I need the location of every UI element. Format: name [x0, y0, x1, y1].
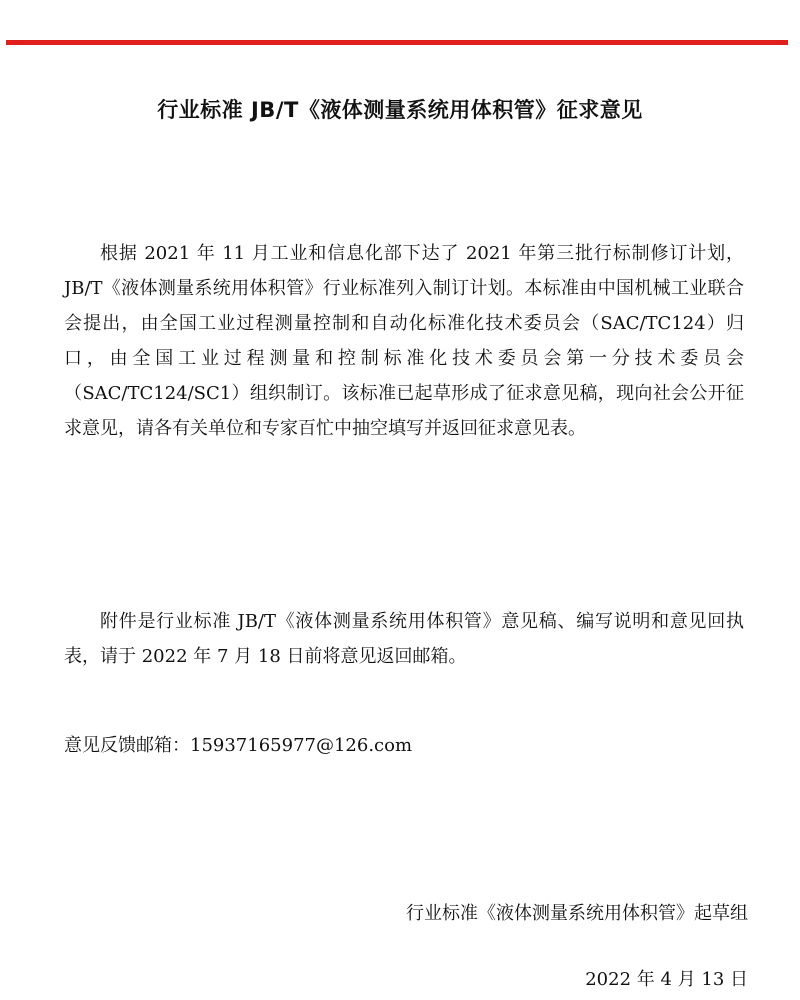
email-address: 15937165977@126.com — [190, 735, 413, 756]
document-date: 2022 年 4 月 13 日 — [585, 969, 748, 990]
drafting-group-signature: 行业标准《液体测量系统用体积管》起草组 — [406, 903, 748, 924]
header-red-rule — [6, 40, 788, 45]
document-title: 行业标准 JB/T《液体测量系统用体积管》征求意见 — [157, 98, 643, 122]
body-paragraph-2: 附件是行业标准 JB/T《液体测量系统用体积管》意见稿、编写说明和意见回执表，请于 2022 年 7 月 18 日前将意见返回邮箱。 — [64, 611, 744, 667]
body-paragraph-1: 根据 2021 年 11 月工业和信息化部下达了 2021 年第三批行标制修订计划，JB/T《液体测量系统用体积管》行业标准列入制订计划。本标准由中国机械工业联合会提出，由全国工业过程测量控制和自动化标准化技术委员会（SAC/TC124）归口，由全国工业过程测量和控制标准化技术委员会第一分技术委员会（SAC/TC124/SC1）组织制订。该标准已起草形成了征求意见稿，现向社会公开征求意见，请各有关单位和专家百忙中抽空填写并返回征求意见表。 — [64, 243, 744, 439]
email-label: 意见反馈邮箱： — [64, 735, 190, 756]
contact-line — [64, 728, 412, 763]
